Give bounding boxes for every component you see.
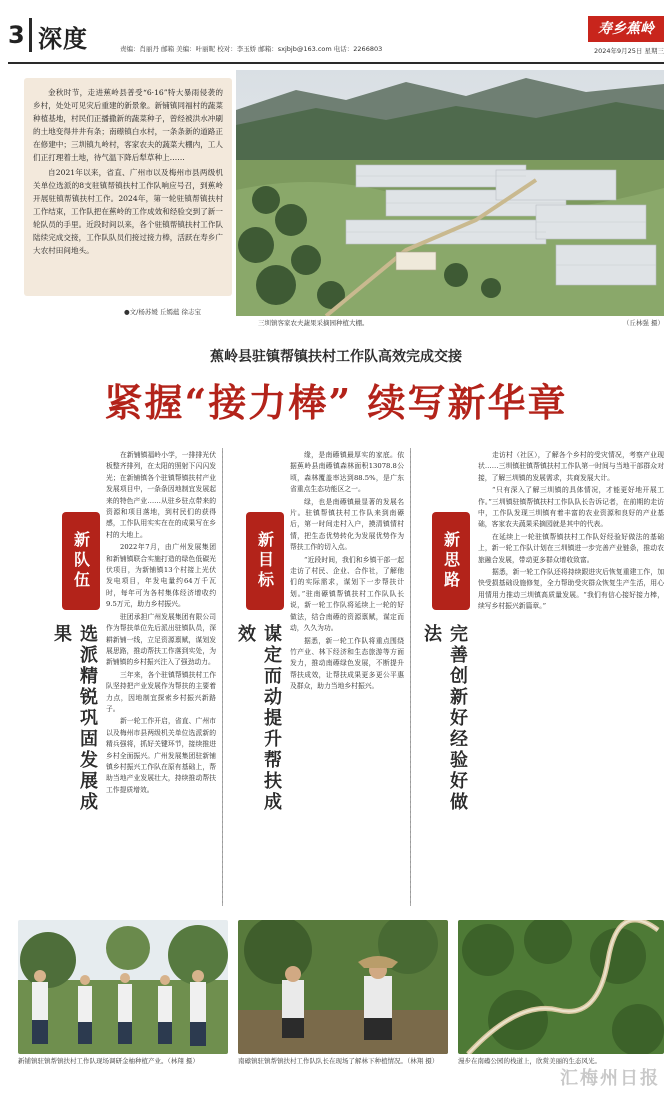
intro-paragraph: 自2021年以来，省直、广州市以及梅州市县两级机关单位选派的8支驻镇帮镇扶村工作队响应号召，到蕉岭开展驻镇帮镇扶村工作。2024年，第一轮驻镇帮镇扶村工作结束，工作队把在蕉岭的工作成效和经验交到了新一轮队员的手里。近段时间以来，各个驻镇帮镇扶村工作队陆续完成交接，工作队队员们接过接力棒，活跃在寿乡广大农村田间地头。 xyxy=(33,168,223,255)
masthead-logo: 寿乡蕉岭 xyxy=(588,16,664,42)
subheadline: 蕉岭县驻镇帮镇扶村工作队高效完成交接 xyxy=(210,349,462,365)
column-divider xyxy=(410,448,411,906)
photo-pomelo-survey xyxy=(18,920,228,1054)
paragraph: 绿，也是南礤镇最显著的发展名片。驻镇帮镇扶村工作队来到南礤后，第一时间走村入户，摸清镇情村情，把生态优势转化为发展优势作为帮扶工作的切入点。 xyxy=(290,497,404,552)
paragraph: 驻团承担广州发展集团有限公司作为帮扶单位先后派出驻镇队员，深耕新铺一线，立足资源禀赋，谋划发展思路，推动帮扶工作落到实处，为新铺镇的乡村振兴注入了强劲动力。 xyxy=(106,612,216,667)
main-photo-caption xyxy=(258,318,664,327)
article-column-3 xyxy=(478,450,664,906)
byline: ●文/杨苏媛 丘嫣蕴 徐志宝 xyxy=(124,308,201,316)
photo-caption: 新铺镇驻镇帮镇扶村工作队现场调研金柚种植产业。（林翔 摄） xyxy=(18,1057,199,1065)
article-column-1 xyxy=(106,450,216,906)
headline: 紧握“接力棒” 续写新华章 xyxy=(104,380,568,425)
section-tag-new-idea: 新思路 xyxy=(432,512,470,610)
article-column-2 xyxy=(290,450,404,906)
paragraph: 新一轮工作开启，省直、广州市以及梅州市县两级机关单位选派新的精兵强将，抓好关键环节，接续推进乡村全面振兴。广州发展集团驻新铺镇乡村振兴工作队在原有基础上，帮助当地产业发展壮大，持续推动帮扶工作提质增效。 xyxy=(106,717,216,794)
caption-text: 三圳镇客家农夫蔬果采摘园种植大棚。 xyxy=(258,319,369,327)
section-title-vertical: 完善创新好经验好做法 xyxy=(421,624,468,813)
page-number: 3 xyxy=(8,18,32,52)
header-divider xyxy=(8,62,664,64)
photo-caption: 漫步在南礤公园的栈道上，欣赏美丽的生态风光。 xyxy=(458,1057,601,1065)
paragraph: “近段时间，我们和乡镇干部一起走访了村民、企业、合作社，了解他们的实际需求，谋划下一步帮扶计划。”驻南礤镇帮镇扶村工作队队长说，新一轮工作队将延续上一轮的好做法，结合南礤的资源禀赋，谋定而动，久久为功。 xyxy=(290,555,404,633)
paragraph: 三年来，各个驻镇帮镇扶村工作队坚持把产业发展作为帮扶的主要着力点，因地制宜探索乡村振兴新路子。 xyxy=(106,670,216,713)
editor-credits: 责编：肖丽丹 邮箱 美编：叶丽昵 校对：李玉娇 邮箱：sxjbjb@163.com 电话：2266803 xyxy=(120,45,383,53)
photo-caption: 南礤镇驻镇帮镇扶村工作队队长在现场了解林下种植情况。（林翔 摄） xyxy=(238,1057,439,1065)
page-header xyxy=(8,16,664,60)
paragraph: 据悉，新一轮工作队将重点围绕竹产业、林下经济和生态旅游等方面发力，推动南礤绿色发展，不断提升帮扶成效，让帮扶成果更多更公平惠及群众，助力当地乡村振兴。 xyxy=(290,636,404,691)
main-photo-greenhouse-aerial xyxy=(236,70,664,316)
section-title-vertical: 谋定而动提升帮扶成效 xyxy=(235,624,282,813)
paragraph: 在延续上一轮驻镇帮镇扶村工作队好经验好做法的基础上，新一轮工作队计划在三圳镇进一步完善产业链条，推动农旅融合发展，带动更多群众增收致富。 xyxy=(478,532,664,564)
section-tag-new-team: 新队伍 xyxy=(62,512,100,610)
section-title: 深度 xyxy=(38,24,88,53)
watermark: 汇梅州日报 xyxy=(560,1068,660,1089)
paragraph: 缘，是南礤镇最厚实的家底。依据蕉岭县南礤镇森林面积13078.8公顷，森林覆盖率达到88.5%，是广东省重点生态功能区之一。 xyxy=(290,451,404,494)
bottom-photo-strip xyxy=(12,914,664,1086)
section-tag-new-goal: 新目标 xyxy=(246,512,284,610)
paragraph: “只有深入了解三圳镇的具体情况，才能更好地开展工作。”三圳镇驻镇帮镇扶村工作队队长告诉记者，在前期的走访中，工作队发现三圳镇有着丰富的农业资源和良好的产业基础，客家农夫蔬果采摘园就是其中的代表。 xyxy=(478,486,664,529)
section-title-vertical: 选派精锐巩固发展成果 xyxy=(51,624,98,813)
dateline: 2024年9月25日 星期三 xyxy=(593,47,664,55)
paragraph: 2022年7月，由广州发展集团和新铺镇联合实施打造的绿色低碳光伏项目，为新铺镇13个村接上光伏发电项目，年发电量约64万千瓦时，每年可为各村集体经济增收约9.5万元，助力乡村振兴。 xyxy=(106,543,216,609)
column-divider xyxy=(222,448,223,906)
photo-credit: （丘林强 摄） xyxy=(622,319,664,327)
intro-summary xyxy=(24,78,232,296)
paragraph: 在新铺镇福岭小学，一排排光伏板整齐排列，在太阳的照射下闪闪发光；在新铺镇各个驻镇帮镇扶村产业发展项目中，一条条因地制宜发展起来的特色产业……从驻乡驻点带来的资源和项目落地，到村民们的获得感，工作队用实实在在的成果写在乡村的大地上。 xyxy=(106,451,216,539)
intro-paragraph: 金秋时节，走进蕉岭县普受“6·16”特大暴雨侵袭的乡村，处处可见灾后重建的新景象。新铺镇同福村的蔬菜种植基地，村民们正播撒新的蔬菜种子，曾经被洪水冲刷的土地变得井井有条；南礤镇白水村，一条条新的道路正在修建中；三圳镇九岭村，客家农夫的蔬菜大棚内，工人们正打理着土地，待气温下降后犁草种上…… xyxy=(33,88,223,162)
photo-forest-planting xyxy=(238,920,448,1054)
paragraph: 据悉，新一轮工作队还将持续跟进灾后恢复重建工作，加快受损基础设施修复，全力帮助受灾群众恢复生产生活，用心用情用力推动三圳镇高质量发展。“我们有信心接好接力棒，续写乡村振兴新篇章。” xyxy=(478,568,664,611)
paragraph: 走访村（社区），了解各个乡村的受灾情况，考察产业现状……三圳镇驻镇帮镇扶村工作队第一时间与当地干部群众对接，了解三圳镇的发展需求，共商发展大计。 xyxy=(478,451,664,482)
photo-park-boardwalk xyxy=(458,920,664,1054)
